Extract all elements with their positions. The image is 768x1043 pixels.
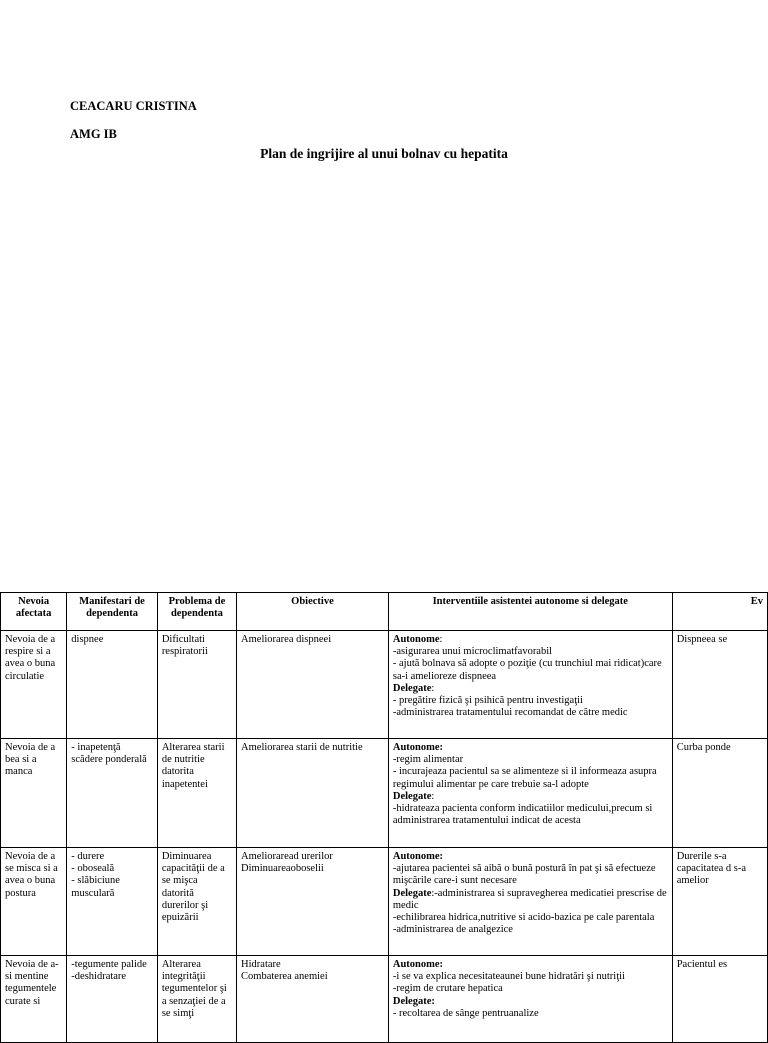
delegate-label: Delegate [392, 887, 432, 899]
autonome-item: -asigurarea unui microclimatfavorabil [392, 646, 553, 658]
cell-nevoia: Nevoia de a respire si a avea o buna circulatie [1, 631, 67, 739]
table-row [1, 739, 768, 848]
autonome-heading [393, 634, 668, 646]
cell-manifestari [67, 956, 158, 1043]
manifestare: - oboseală [71, 863, 115, 875]
cell-nevoia: Nevoia de a se misca si a avea o buna postura [1, 848, 67, 956]
cell-evaluare: Pacientul es [672, 956, 767, 1043]
cell-interventii [388, 848, 672, 956]
document-title: Plan de ingrijire al unui bolnav cu hepatita [260, 146, 508, 161]
table-row [1, 848, 768, 956]
table-header-row [1, 593, 768, 631]
autonome-item: -regim de crutare hepatica [392, 983, 503, 995]
cell-manifestari [67, 739, 158, 848]
header-evaluare: Ev [672, 593, 767, 631]
delegate-sep: : [431, 790, 435, 802]
cell-evaluare: Curba ponde [672, 739, 767, 848]
cell-problema: Alterarea integrităţii tegumentelor şi a senzaţiei de a se simţi [157, 956, 236, 1043]
header-interventii: Interventiile asistentei autonome si delegate [388, 593, 672, 631]
autonome-heading [393, 742, 668, 754]
author-group: AMG IB [70, 127, 117, 141]
obiectiv: Ameliorarea dispneei [241, 634, 332, 645]
autonome-item: - ajută bolnava să adopte o poziţie (cu trunchiul mai ridicat)care sa-i amelioreze dispneea [392, 658, 662, 682]
autonome-item: -i se va explica necesitateaunei bune hidratări şi nutriţii [392, 971, 625, 983]
delegate-item: - pregătire fizică şi psihică pentru investigaţii [392, 695, 583, 707]
cell-evaluare: Dispneea se [672, 631, 767, 739]
delegate-item: -administrarea de analgezice [392, 924, 513, 936]
autonome-item: - incurajeaza pacientul sa se alimenteze si il informeaza asupra regimului alimentar pe care trebuie sa-l adopte [392, 766, 657, 790]
delegate-label: Delegate [392, 790, 432, 802]
author-name: CEACARU CRISTINA [70, 99, 197, 113]
delegate-sep: :-administrarea si supravegherea medicatiei prescrise de medic [392, 887, 667, 911]
header-nevoia: Nevoia afectata [1, 593, 67, 631]
cell-interventii [388, 739, 672, 848]
cell-problema: Alterarea starii de nutritie datorita inapetentei [157, 739, 236, 848]
manifestare: -deshidratare [71, 971, 127, 983]
delegate-heading [393, 791, 668, 803]
delegate-heading [393, 683, 668, 695]
autonome-item: -regim alimentar [392, 754, 464, 766]
delegate-heading [393, 996, 668, 1008]
header-problema: Problema de dependenta [157, 593, 236, 631]
manifestare: - inapetenţă [71, 742, 121, 753]
manifestare: - slăbiciune musculară [71, 875, 120, 899]
manifestare: -tegumente palide [71, 959, 147, 970]
cell-nevoia: Nevoia de a-si mentine tegumentele curate si [1, 956, 67, 1043]
manifestare: scădere ponderală [71, 754, 147, 766]
delegate-item: -administrarea tratamentului recomandat de către medic [392, 707, 628, 719]
obiectiv: Ameliorarea starii de nutritie [241, 742, 363, 753]
delegate-item: - recoltarea de sânge pentruanalize [392, 1007, 539, 1019]
delegate-item: -hidrateaza pacienta conform indicatiilor medicului,precum si administrarea tratamentului indicat de acesta [392, 803, 653, 827]
obiectiv: Amelioraread urerilor [241, 851, 333, 862]
header-obiective: Obiective [237, 593, 389, 631]
obiectiv: Combaterea anemiei [241, 971, 328, 983]
cell-interventii [388, 956, 672, 1043]
autonome-heading [393, 851, 668, 863]
autonome-label: Autonome: [392, 851, 444, 862]
cell-problema: Diminuarea capacităţii de a se mişca datorită durerilor şi epuizării [157, 848, 236, 956]
delegate-heading [393, 888, 668, 912]
autonome-item: -ajutarea pacientei să aibă o bună postură în pat şi să efectueze mişcările care-i sunt necesare [392, 863, 656, 887]
autonome-label: Autonome: [392, 959, 444, 970]
manifestare: - durere [71, 851, 105, 862]
delegate-sep: : [431, 682, 435, 694]
cell-nevoia: Nevoia de a bea si a manca [1, 739, 67, 848]
cell-manifestari [67, 631, 158, 739]
obiectiv: Hidratare [241, 959, 281, 970]
delegate-label: Delegate [392, 682, 432, 694]
table-row [1, 631, 768, 739]
cell-obiective [237, 956, 389, 1043]
delegate-item: -echilibrarea hidrica,nutritive si acido-bazica pe cale parentala [392, 912, 655, 924]
obiectiv: Diminuareaoboselii [241, 863, 324, 875]
cell-interventii [388, 631, 672, 739]
cell-obiective [237, 739, 389, 848]
table-row [1, 956, 768, 1043]
delegate-label: Delegate: [392, 995, 435, 1007]
autonome-sep: : [439, 634, 443, 645]
cell-evaluare: Durerile s-a capacitatea d s-a amelior [672, 848, 767, 956]
care-plan-table [0, 592, 768, 1043]
autonome-heading [393, 959, 668, 971]
header-manifestari: Manifestari de dependenta [67, 593, 158, 631]
cell-obiective [237, 848, 389, 956]
manifestare: dispnee [71, 634, 104, 645]
autonome-label: Autonome: [392, 742, 444, 753]
autonome-label: Autonome [392, 634, 440, 645]
cell-problema: Dificultati respiratorii [157, 631, 236, 739]
cell-manifestari [67, 848, 158, 956]
cell-obiective [237, 631, 389, 739]
